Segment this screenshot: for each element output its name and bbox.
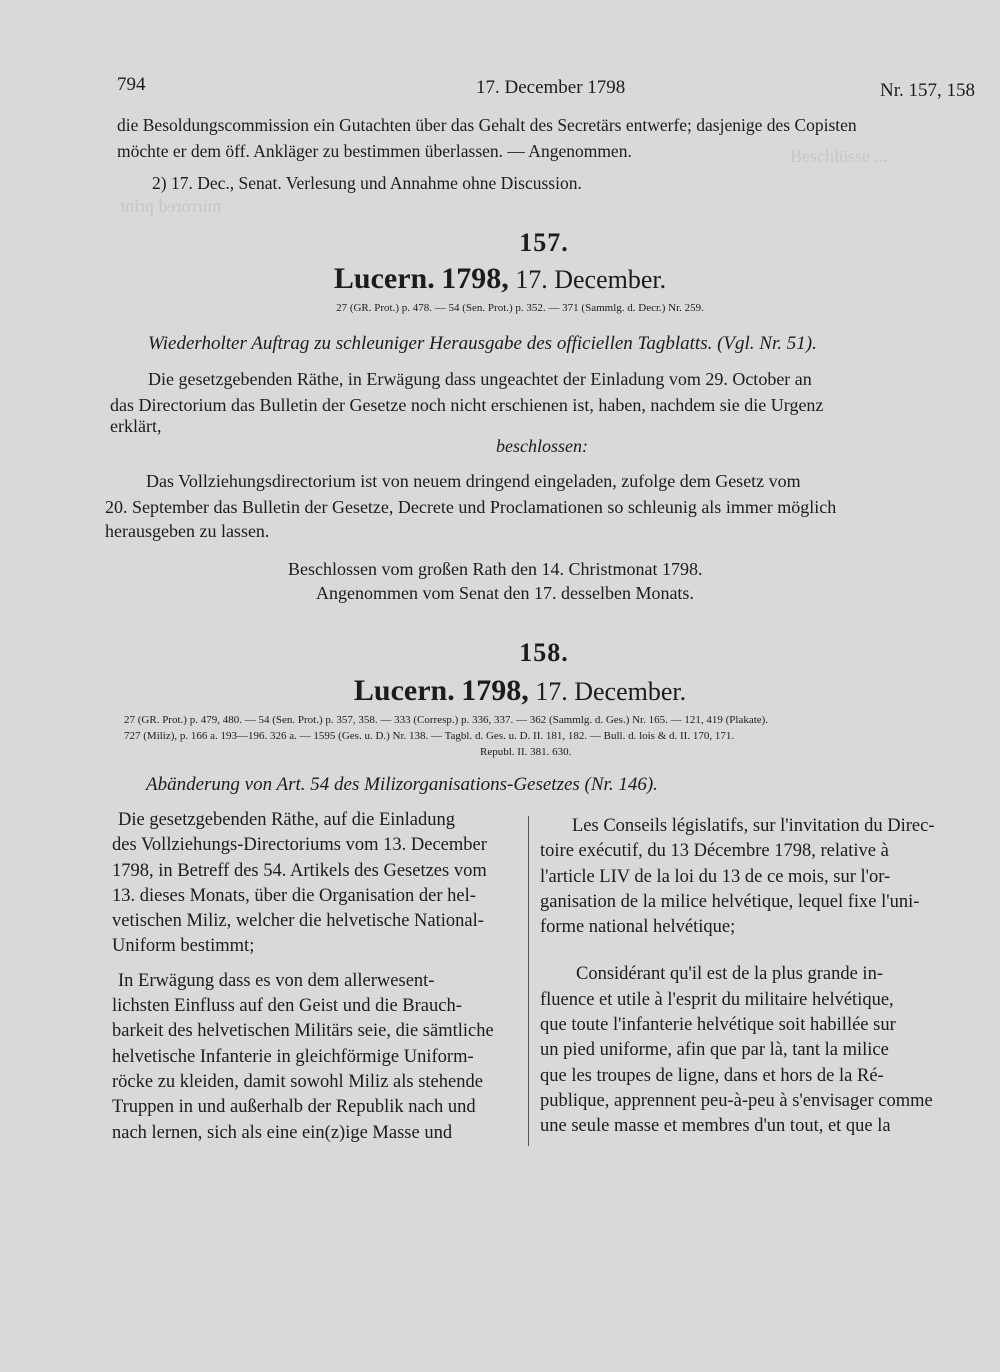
running-date: 17. December 1798 (476, 77, 626, 98)
heading-date: 17. December. (535, 677, 687, 706)
text-line: l'article LIV de la loi du 13 de ce mois, sur l'or- (540, 866, 891, 887)
text-line: Considérant qu'il est de la plus grande in- (576, 964, 883, 985)
year: 1798, (461, 674, 529, 707)
source-references: 27 (GR. Prot.) p. 478. — 54 (Sen. Prot.) p. 352. — 371 (Sammlg. d. Decr.) Nr. 259. (336, 302, 704, 314)
text-line: vetischen Miliz, welcher die helvetische National- (112, 911, 484, 932)
source-references: Republ. II. 381. 630. (480, 746, 572, 758)
text-line: Die gesetzgebenden Räthe, auf die Einladung (118, 810, 455, 830)
french-paragraph (540, 814, 960, 940)
document-heading (0, 674, 1000, 708)
year: 1798, (441, 262, 509, 295)
paragraph-line: erklärt, (110, 416, 162, 436)
text-line: un pied uniforme, afin que par là, tant la milice (540, 1040, 889, 1061)
text-line: ganisation de la milice helvétique, lequel fixe l'uni- (540, 891, 920, 912)
intro-line: die Besoldungscommission ein Gutachten über das Gehalt des Secretärs entwerfe; dasjenige des Copisten (117, 115, 857, 135)
text-line: nach lernen, sich als eine ein(z)ige Masse und (112, 1122, 453, 1143)
resolution-word: beschlossen: (496, 436, 588, 456)
text-line: Truppen in und außerhalb der Republik nach und (112, 1097, 476, 1118)
document-title: Abänderung von Art. 54 des Milizorganisations-Gesetzes (Nr. 146). (146, 774, 658, 795)
place-name: Lucern. (353, 674, 455, 707)
document-number: 158. (519, 638, 569, 667)
text-line: helvetische Infanterie in gleichförmige Uniform- (112, 1046, 474, 1067)
french-column (540, 814, 960, 1140)
intro-line: möchte er dem öff. Ankläger zu bestimmen überlassen. — Angenommen. (117, 141, 632, 161)
text-line: une seule masse et membres d'un tout, et que la (540, 1116, 891, 1137)
text-line: toire exécutif, du 13 Décembre 1798, relative à (540, 841, 889, 862)
german-paragraph (112, 808, 524, 960)
text-line: forme national helvétique; (540, 917, 736, 938)
text-line: des Vollziehungs-Directoriums vom 13. December (112, 835, 487, 856)
text-line: 1798, in Betreff des 54. Artikels des Gesetzes vom (112, 860, 487, 881)
document-heading (0, 262, 1000, 296)
paragraph-line: Die gesetzgebenden Räthe, in Erwägung dass ungeachtet der Einladung vom 29. October an (148, 369, 812, 389)
document-title: Wiederholter Auftrag zu schleuniger Herausgabe des officiellen Tagblatts. (Vgl. Nr. 51). (148, 333, 817, 354)
bleed-through: mirrored print (120, 196, 222, 216)
german-column (112, 808, 524, 1146)
text-line: Les Conseils législatifs, sur l'invitation du Direc- (572, 816, 935, 836)
paragraph-line: 20. September das Bulletin der Gesetze, Decrete und Proclamationen so schleunig als immer möglich (105, 497, 837, 517)
text-line: röcke zu kleiden, damit sowohl Miliz als stehende (112, 1071, 483, 1092)
text-line: fluence et utile à l'esprit du militaire helvétique, (540, 989, 894, 1010)
source-references: 727 (Miliz), p. 166 a. 193—196. 326 a. — 1595 (Ges. u. D.) Nr. 138. — Tagbl. d. Ges. u. D. II. 181, 182. — Bull. d. lois & d. II. 170, 171. (124, 730, 735, 742)
document-reference: Nr. 157, 158 (880, 80, 975, 101)
text-line: In Erwägung dass es von dem allerwesent- (118, 970, 435, 991)
page-number: 794 (117, 74, 146, 95)
source-references: 27 (GR. Prot.) p. 479, 480. — 54 (Sen. Prot.) p. 357, 358. — 333 (Corresp.) p. 336, 337. — 362 (Sammlg. d. Ges.) Nr. 165. — 121, 419 (Plakate). (124, 714, 769, 726)
text-line: que les troupes de ligne, dans et hors de la Ré- (540, 1065, 884, 1086)
text-line: publique, apprennent peu-à-peu à s'envisager comme (540, 1090, 933, 1111)
text-line: lichsten Einfluss auf den Geist und die Brauch- (112, 996, 462, 1017)
intro-line: 2) 17. Dec., Senat. Verlesung und Annahme ohne Discussion. (152, 173, 582, 193)
column-divider (528, 816, 529, 1146)
paragraph-line: das Directorium das Bulletin der Gesetze noch nicht erschienen ist, haben, nachdem sie die Urgenz (110, 395, 824, 415)
paragraph-line: herausgeben zu lassen. (105, 521, 270, 541)
text-line: Uniform bestimmt; (112, 936, 255, 957)
closing-line: Angenommen vom Senat den 17. desselben Monats. (316, 583, 694, 603)
closing-line: Beschlossen vom großen Rath den 14. Christmonat 1798. (288, 559, 703, 579)
document-number: 157. (519, 228, 569, 257)
place-name: Lucern. (333, 262, 435, 295)
text-line: barkeit des helvetischen Militärs seie, die sämtliche (112, 1021, 494, 1042)
heading-date: 17. December. (515, 265, 667, 294)
paragraph-line: Das Vollziehungsdirectorium ist von neuem dringend eingeladen, zufolge dem Gesetz vom (146, 471, 801, 491)
german-paragraph (112, 969, 524, 1146)
text-line: que toute l'infanterie helvétique soit habillée sur (540, 1015, 896, 1036)
french-paragraph (540, 962, 960, 1139)
text-line: 13. dieses Monats, über die Organisation der hel- (112, 885, 476, 906)
bleed-through: Beschlüsse ... (790, 146, 888, 166)
